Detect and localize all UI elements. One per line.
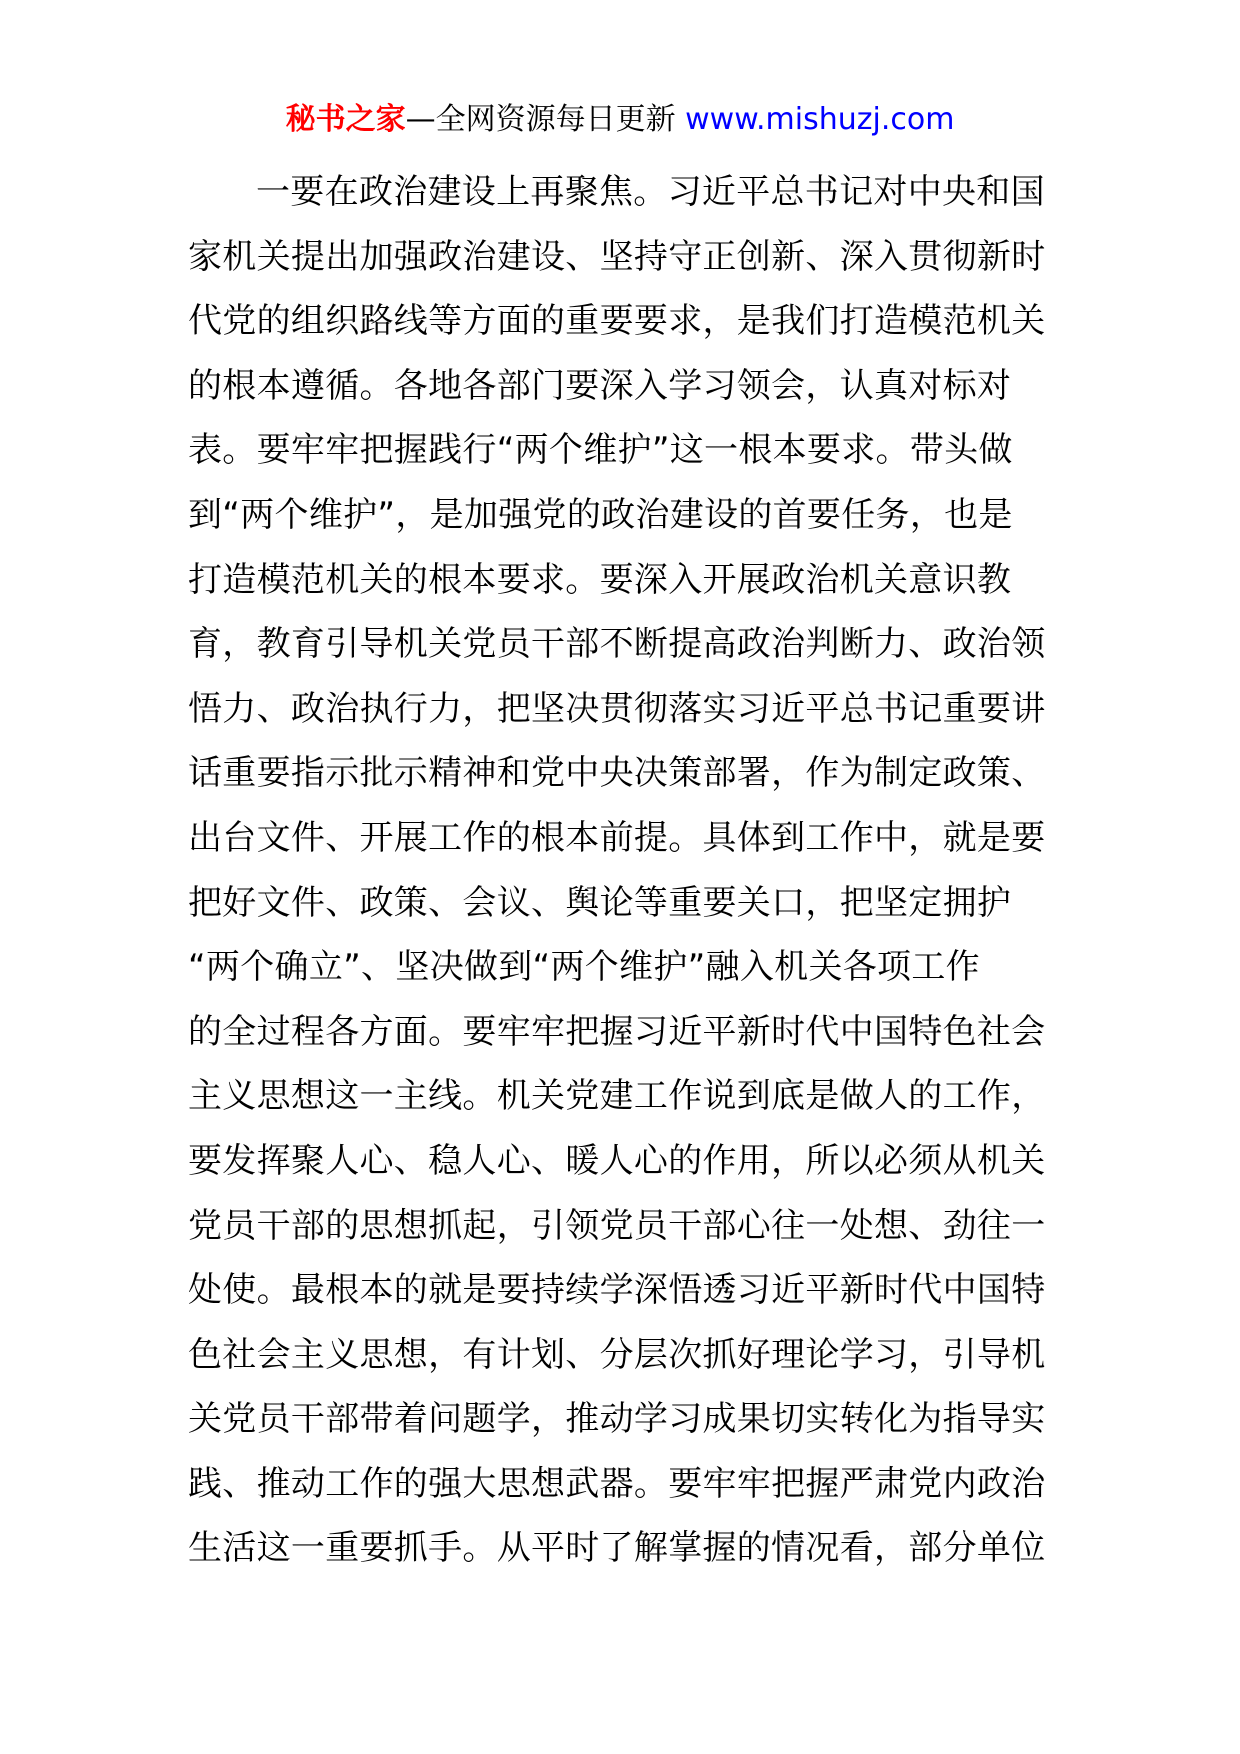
text-line: 打造模范机关的根本要求。要深入开展政治机关意识教 [188, 559, 1012, 600]
text-line: 把好文件、政策、会议、舆论等重要关口，把坚定拥护 [188, 882, 1012, 923]
text-line: 家机关提出加强政治建设、坚持守正创新、深入贯彻新时 [188, 236, 1046, 277]
body-paragraph [188, 160, 1058, 1581]
text-line: 色社会主义思想，有计划、分层次抓好理论学习，引导机 [188, 1334, 1046, 1375]
text-line: 的根本遵循。各地各部门要深入学习领会，认真对标对 [188, 365, 1012, 406]
text-line: 出台文件、开展工作的根本前提。具体到工作中，就是要 [188, 817, 1046, 858]
text-line: 党员干部的思想抓起，引领党员干部心往一处想、劲往一 [188, 1205, 1046, 1246]
text-line: 践、推动工作的强大思想武器。要牢牢把握严肃党内政治 [188, 1463, 1046, 1504]
text-line: 关党员干部带着问题学，推动学习成果切实转化为指导实 [188, 1399, 1046, 1440]
text-line: 到“两个维护”，是加强党的政治建设的首要任务，也是 [188, 494, 1013, 535]
text-line: 主义思想这一主线。机关党建工作说到底是做人的工作， [188, 1076, 1046, 1117]
text-line: 表。要牢牢把握践行“两个维护”这一根本要求。带头做 [188, 430, 1013, 471]
page-header [0, 98, 1240, 142]
text-line: “两个确立”、坚决做到“两个维护”融入机关各项工作 [188, 947, 980, 988]
text-line: 生活这一重要抓手。从平时了解掌握的情况看，部分单位 [188, 1528, 1046, 1569]
text-line: 一要在政治建设上再聚焦。习近平总书记对中央和国 [256, 172, 1045, 212]
website-link[interactable]: www.mishuzj.com [685, 102, 955, 137]
text-line: 育，教育引导机关党员干部不断提高政治判断力、政治领 [188, 624, 1046, 665]
text-line: 悟力、政治执行力，把坚决贯彻落实习近平总书记重要讲 [188, 688, 1046, 729]
text-line: 的全过程各方面。要牢牢把握习近平新时代中国特色社会 [188, 1011, 1046, 1052]
text-line: 代党的组织路线等方面的重要要求，是我们打造模范机关 [188, 301, 1046, 342]
text-line: 要发挥聚人心、稳人心、暖人心的作用，所以必须从机关 [188, 1140, 1046, 1181]
header-tagline: —全网资源每日更新 [405, 102, 686, 137]
text-line: 处使。最根本的就是要持续学深悟透习近平新时代中国特 [188, 1270, 1046, 1311]
brand-name: 秘书之家 [285, 102, 406, 137]
text-line: 话重要指示批示精神和党中央决策部署，作为制定政策、 [188, 753, 1046, 794]
